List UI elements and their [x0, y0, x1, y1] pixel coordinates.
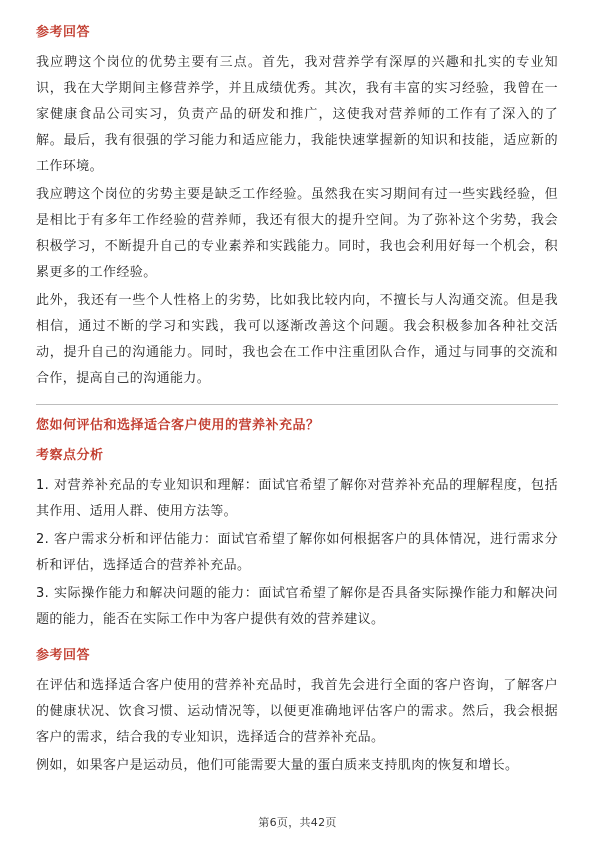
- page-number: 第6页，共42页: [258, 816, 337, 829]
- answer-paragraph-example: 例如，如果客户是运动员，他们可能需要大量的蛋白质来支持肌肉的恢复和增长。: [36, 758, 519, 773]
- answer-paragraph-strengths: 我应聘这个岗位的优势主要有三点。首先，我对营养学有深厚的兴趣和扎实的专业知识，我在大学期间主修营养学，并且成绩优秀。其次，我有丰富的实习经验，我曾在一家健康食品公司实习，负责产品的研发和推广，这使我对营养师的工作有了深入的了解。最后，我有很强的学习能力和适应能力，我能快速掌握新的知识和技能，适应新的工作环境。: [36, 55, 558, 174]
- answer-paragraph-weaknesses: 我应聘这个岗位的劣势主要是缺乏工作经验。虽然我在实习期间有过一些实践经验，但是相比于有多年工作经验的营养师，我还有很大的提升空间。为了弥补这个劣势，我会积极学习，不断提升自己的专业素养和实践能力。同时，我也会利用好每一个机会，积累更多的工作经验。: [36, 187, 558, 280]
- section-divider: [36, 404, 558, 405]
- analysis-item-2: 2. 客户需求分析和评估能力：面试官希望了解你如何根据客户的具体情况，进行需求分析和评估，选择适合的营养补充品。: [36, 532, 558, 573]
- page-content: [36, 22, 558, 781]
- question-title: 您如何评估和选择适合客户使用的营养补充品？: [36, 418, 320, 433]
- answer-paragraph-personality: 此外，我还有一些个人性格上的劣势，比如我比较内向，不擅长与人沟通交流。但是我相信，通过不断的学习和实践，我可以逐渐改善这个问题。我会积极参加各种社交活动，提升自己的沟通能力。同时，我也会在工作中注重团队合作，通过与同事的交流和合作，提高自己的沟通能力。: [36, 293, 558, 386]
- analysis-heading: 考察点分析: [36, 448, 104, 463]
- answer-paragraph-approach: 在评估和选择适合客户使用的营养补充品时，我首先会进行全面的客户咨询，了解客户的健康状况、饮食习惯、运动情况等，以便更准确地评估客户的需求。然后，我会根据客户的需求，结合我的专业知识，选择适合的营养补充品。: [36, 678, 558, 745]
- analysis-item-3: 3. 实际操作能力和解决问题的能力：面试官希望了解你是否具备实际操作能力和解决问题的能力，能否在实际工作中为客户提供有效的营养建议。: [36, 586, 558, 627]
- reference-answer-heading: 参考回答: [36, 25, 91, 40]
- analysis-item-1: 1. 对营养补充品的专业知识和理解：面试官希望了解你对营养补充品的理解程度，包括其作用、适用人群、使用方法等。: [36, 478, 558, 519]
- reference-answer-heading-2: 参考回答: [36, 648, 91, 663]
- section-gap: [36, 635, 558, 645]
